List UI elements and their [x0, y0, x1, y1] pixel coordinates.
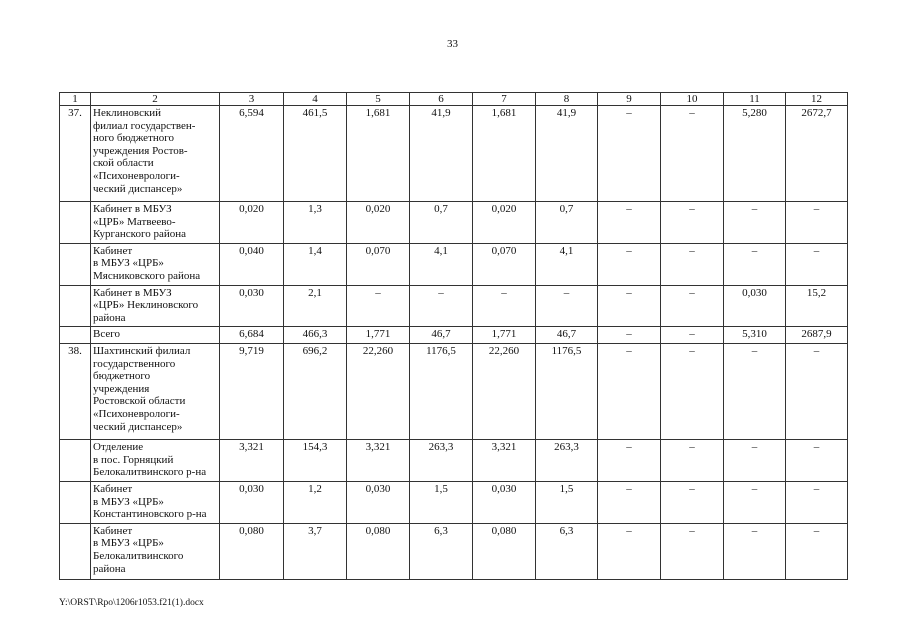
value-cell: 696,2	[284, 343, 347, 439]
value-cell: 3,321	[347, 439, 410, 481]
value-cell: –	[724, 202, 786, 244]
value-cell: –	[598, 285, 661, 327]
institution-name	[91, 523, 220, 579]
name-line: Ростовской области	[93, 395, 186, 408]
value-cell: 2672,7	[786, 106, 848, 202]
value-cell: 2687,9	[786, 327, 848, 344]
value-cell: 263,3	[536, 439, 598, 481]
row-number	[60, 481, 91, 523]
value-cell: –	[661, 106, 724, 202]
value-cell: 0,030	[220, 285, 284, 327]
table-row	[60, 439, 848, 481]
value-cell: –	[661, 202, 724, 244]
header-cell: 11	[724, 93, 786, 106]
name-line: Мясниковского района	[93, 269, 201, 282]
value-cell: 1,681	[347, 106, 410, 202]
institution-name	[91, 439, 220, 481]
header-cell: 1	[60, 93, 91, 106]
value-cell: 22,260	[347, 343, 410, 439]
value-cell: 9,719	[220, 343, 284, 439]
value-cell: 1,3	[284, 202, 347, 244]
value-cell: 0,030	[347, 481, 410, 523]
value-cell: 0,080	[220, 523, 284, 579]
institution-name	[91, 481, 220, 523]
value-cell: –	[598, 523, 661, 579]
header-cell: 5	[347, 93, 410, 106]
institution-name	[91, 343, 220, 439]
data-table	[59, 92, 848, 580]
value-cell: 3,7	[284, 523, 347, 579]
value-cell: 0,030	[473, 481, 536, 523]
value-cell: –	[786, 343, 848, 439]
value-cell: –	[598, 327, 661, 344]
name-line: в пос. Горняцкий	[93, 453, 174, 466]
value-cell: 1176,5	[410, 343, 473, 439]
table-row	[60, 523, 848, 579]
value-cell: –	[598, 439, 661, 481]
name-line: Отделение	[93, 440, 144, 453]
name-line: учреждения	[93, 382, 150, 395]
name-line: Константиновского р-на	[93, 508, 207, 521]
row-number: 37.	[60, 106, 91, 202]
row-number	[60, 202, 91, 244]
name-line: ческий диспансер»	[93, 182, 183, 195]
institution-name	[91, 106, 220, 202]
name-line: ческий диспансер»	[93, 420, 183, 433]
institution-name	[91, 285, 220, 327]
value-cell: –	[598, 202, 661, 244]
header-cell: 8	[536, 93, 598, 106]
table-row	[60, 202, 848, 244]
value-cell: 1,2	[284, 481, 347, 523]
name-line: Неклиновский	[93, 107, 162, 119]
value-cell: 0,7	[536, 202, 598, 244]
value-cell: 0,080	[473, 523, 536, 579]
name-line: Всего	[93, 328, 120, 341]
value-cell: 0,020	[347, 202, 410, 244]
value-cell: 0,020	[220, 202, 284, 244]
value-cell: 3,321	[220, 439, 284, 481]
name-line: «ЦРБ» Матвеево-	[93, 215, 176, 228]
name-line: Шахтинский филиал	[93, 344, 191, 357]
name-line: ного бюджетного	[93, 132, 174, 145]
value-cell: 0,030	[724, 285, 786, 327]
value-cell: –	[786, 523, 848, 579]
value-cell: –	[410, 285, 473, 327]
value-cell: –	[724, 243, 786, 285]
name-line: государственного	[93, 357, 176, 370]
value-cell: –	[724, 481, 786, 523]
name-line: ской области	[93, 157, 154, 170]
name-line: бюджетного	[93, 370, 151, 383]
value-cell: 4,1	[410, 243, 473, 285]
table-row	[60, 327, 848, 344]
name-line: Кабинет	[93, 524, 133, 537]
value-cell: 46,7	[536, 327, 598, 344]
name-line: в МБУЗ «ЦРБ»	[93, 257, 164, 270]
name-line: района	[93, 562, 126, 575]
institution-name	[91, 202, 220, 244]
name-line: «ЦРБ» Неклиновского	[93, 299, 199, 312]
page-number: 33	[447, 38, 458, 50]
value-cell: 466,3	[284, 327, 347, 344]
name-line: Белокалитвинского	[93, 549, 184, 562]
row-number: 38.	[60, 343, 91, 439]
value-cell: 1176,5	[536, 343, 598, 439]
value-cell: –	[786, 243, 848, 285]
header-cell: 4	[284, 93, 347, 106]
value-cell: –	[724, 439, 786, 481]
value-cell: 0,020	[473, 202, 536, 244]
header-cell: 3	[220, 93, 284, 106]
value-cell: 2,1	[284, 285, 347, 327]
name-line: Курганского района	[93, 228, 186, 241]
value-cell: 1,5	[410, 481, 473, 523]
value-cell: 22,260	[473, 343, 536, 439]
value-cell: –	[598, 481, 661, 523]
value-cell: 1,5	[536, 481, 598, 523]
value-cell: –	[786, 202, 848, 244]
value-cell: 6,3	[536, 523, 598, 579]
value-cell: 4,1	[536, 243, 598, 285]
value-cell: –	[724, 523, 786, 579]
row-number	[60, 285, 91, 327]
value-cell: 41,9	[410, 106, 473, 202]
value-cell: –	[661, 343, 724, 439]
row-number	[60, 439, 91, 481]
value-cell: 5,310	[724, 327, 786, 344]
name-line: Белокалитвинского р-на	[93, 466, 207, 479]
name-line: «Психоневрологи-	[93, 407, 180, 420]
row-number	[60, 523, 91, 579]
institution-name	[91, 243, 220, 285]
header-cell: 10	[661, 93, 724, 106]
value-cell: –	[536, 285, 598, 327]
value-cell: 15,2	[786, 285, 848, 327]
institution-name	[91, 327, 220, 344]
table-row	[60, 243, 848, 285]
value-cell: 0,030	[220, 481, 284, 523]
name-line: Кабинет в МБУЗ	[93, 203, 172, 215]
header-cell: 12	[786, 93, 848, 106]
value-cell: –	[661, 327, 724, 344]
value-cell: 1,771	[347, 327, 410, 344]
value-cell: –	[598, 343, 661, 439]
name-line: филиал государствен-	[93, 119, 196, 132]
table-row	[60, 343, 848, 439]
value-cell: –	[661, 523, 724, 579]
value-cell: 1,771	[473, 327, 536, 344]
value-cell: 6,3	[410, 523, 473, 579]
value-cell: 154,3	[284, 439, 347, 481]
name-line: учреждения Ростов-	[93, 144, 188, 157]
table-row	[60, 285, 848, 327]
value-cell: –	[661, 439, 724, 481]
table-row	[60, 106, 848, 202]
table-row	[60, 481, 848, 523]
value-cell: –	[661, 243, 724, 285]
header-cell: 9	[598, 93, 661, 106]
value-cell: –	[724, 343, 786, 439]
name-line: «Психоневрологи-	[93, 169, 180, 182]
value-cell: 1,681	[473, 106, 536, 202]
value-cell: 3,321	[473, 439, 536, 481]
value-cell: 0,080	[347, 523, 410, 579]
value-cell: –	[786, 481, 848, 523]
name-line: Кабинет в МБУЗ	[93, 286, 172, 299]
header-cell: 6	[410, 93, 473, 106]
value-cell: –	[347, 285, 410, 327]
value-cell: 263,3	[410, 439, 473, 481]
value-cell: 1,4	[284, 243, 347, 285]
name-line: в МБУЗ «ЦРБ»	[93, 495, 164, 508]
value-cell: 6,684	[220, 327, 284, 344]
row-number	[60, 327, 91, 344]
name-line: в МБУЗ «ЦРБ»	[93, 537, 164, 550]
value-cell: 0,7	[410, 202, 473, 244]
value-cell: 0,040	[220, 243, 284, 285]
value-cell: 0,070	[347, 243, 410, 285]
value-cell: –	[598, 106, 661, 202]
value-cell: –	[661, 481, 724, 523]
name-line: района	[93, 311, 126, 324]
value-cell: –	[661, 285, 724, 327]
footer-file-path: Y:\ORST\Rpo\1206r1053.f21(1).docx	[59, 598, 204, 608]
value-cell: –	[473, 285, 536, 327]
name-line: Кабинет	[93, 482, 133, 495]
value-cell: 41,9	[536, 106, 598, 202]
value-cell: 461,5	[284, 106, 347, 202]
header-row	[60, 93, 848, 106]
header-cell: 2	[91, 93, 220, 106]
value-cell: 0,070	[473, 243, 536, 285]
value-cell: –	[786, 439, 848, 481]
value-cell: –	[598, 243, 661, 285]
header-cell: 7	[473, 93, 536, 106]
name-line: Кабинет	[93, 244, 133, 257]
value-cell: 5,280	[724, 106, 786, 202]
value-cell: 46,7	[410, 327, 473, 344]
value-cell: 6,594	[220, 106, 284, 202]
row-number	[60, 243, 91, 285]
